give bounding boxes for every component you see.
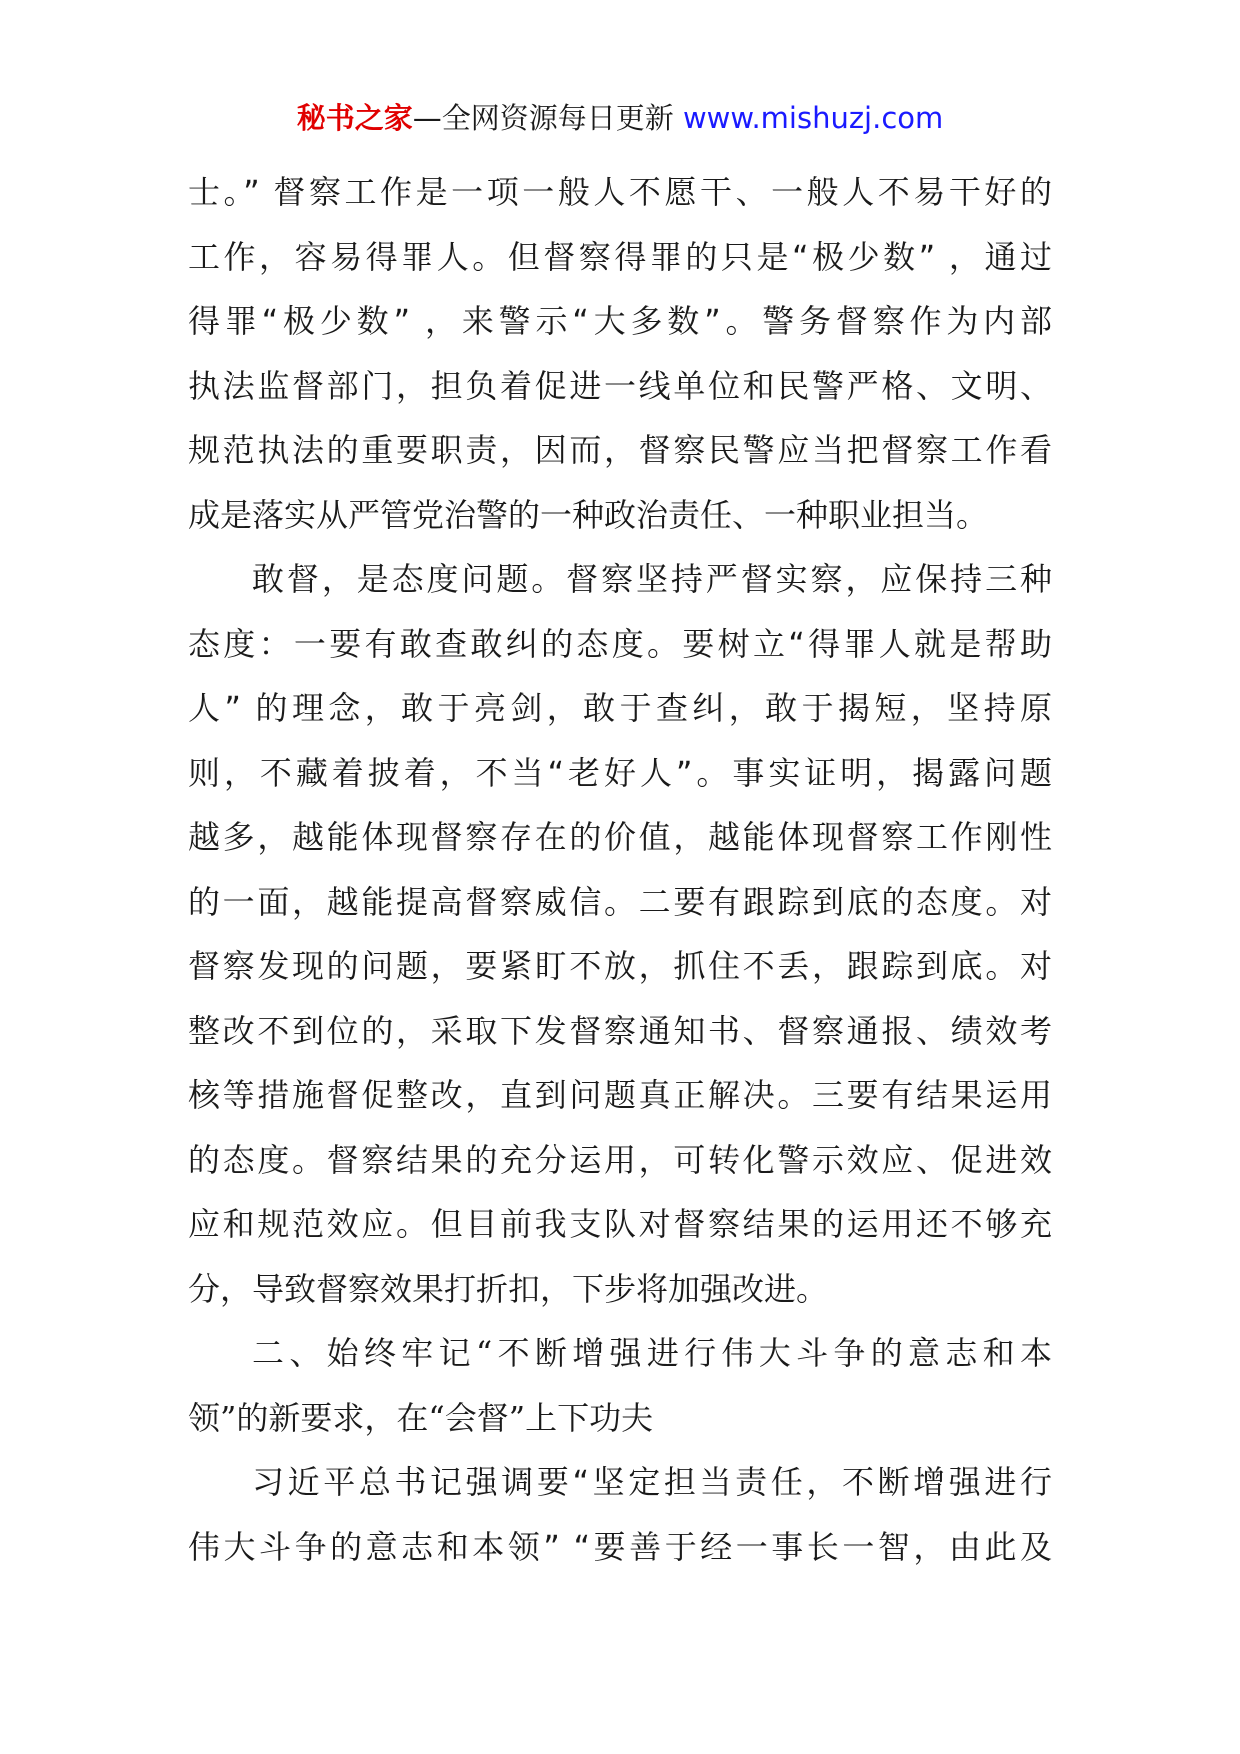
- text-line: 核等措施督促整改，直到问题真正解决。三要有结果运用: [188, 1076, 1052, 1114]
- text-line: 则，不藏着披着，不当“老好人”。事实证明，揭露问题: [188, 753, 1052, 792]
- text-line: 越多，越能体现督察存在的价值，越能体现督察工作刚性: [188, 818, 1052, 856]
- text-line: 士。” 督察工作是一项一般人不愿干、一般人不易干好的: [188, 173, 1052, 211]
- text-line: 分，导致督察效果打折扣，下步将加强改进。: [188, 1269, 829, 1308]
- body-text: [188, 160, 1052, 1579]
- text-line: 习近平总书记强调要“坚定担当责任，不断增强进行: [252, 1463, 1052, 1501]
- header-url[interactable]: www.mishuzj.com: [682, 101, 944, 135]
- text-line: 督察发现的问题，要紧盯不放，抓住不丢，跟踪到底。对: [188, 947, 1052, 985]
- text-line: 规范执法的重要职责，因而，督察民警应当把督察工作看: [188, 431, 1052, 469]
- text-line: 整改不到位的，采取下发督察通知书、督察通报、绩效考: [188, 1011, 1052, 1050]
- text-line: 的一面，越能提高督察威信。二要有跟踪到底的态度。对: [188, 882, 1052, 921]
- text-line: 成是落实从严管党治警的一种政治责任、一种职业担当。: [188, 495, 989, 534]
- section-heading-line: 领”的新要求，在“会督”上下功夫: [188, 1398, 654, 1437]
- text-line: 人” 的理念，敢于亮剑，敢于查纠，敢于揭短，坚持原: [188, 689, 1052, 727]
- header-brand: 秘书之家: [296, 101, 413, 135]
- text-line: 的态度。督察结果的充分运用，可转化警示效应、促进效: [188, 1140, 1052, 1179]
- page-header: [0, 98, 1240, 138]
- header-slogan: —全网资源每日更新: [412, 101, 683, 135]
- section-heading-line: 二、始终牢记“不断增强进行伟大斗争的意志和本: [252, 1334, 1052, 1372]
- text-line: 应和规范效应。但目前我支队对督察结果的运用还不够充: [188, 1205, 1052, 1243]
- text-line: 敢督，是态度问题。督察坚持严督实察，应保持三种: [252, 560, 1052, 598]
- text-line: 工作，容易得罪人。但督察得罪的只是“极少数” ，通过: [188, 237, 1052, 276]
- text-line: 伟大斗争的意志和本领” “要善于经一事长一智，由此及: [188, 1527, 1052, 1566]
- text-line: 态度：一要有敢查敢纠的态度。要树立“得罪人就是帮助: [188, 624, 1052, 663]
- text-line: 执法监督部门，担负着促进一线单位和民警严格、文明、: [188, 366, 1052, 405]
- text-line: 得罪“极少数” ，来警示“大多数”。警务督察作为内部: [188, 302, 1052, 340]
